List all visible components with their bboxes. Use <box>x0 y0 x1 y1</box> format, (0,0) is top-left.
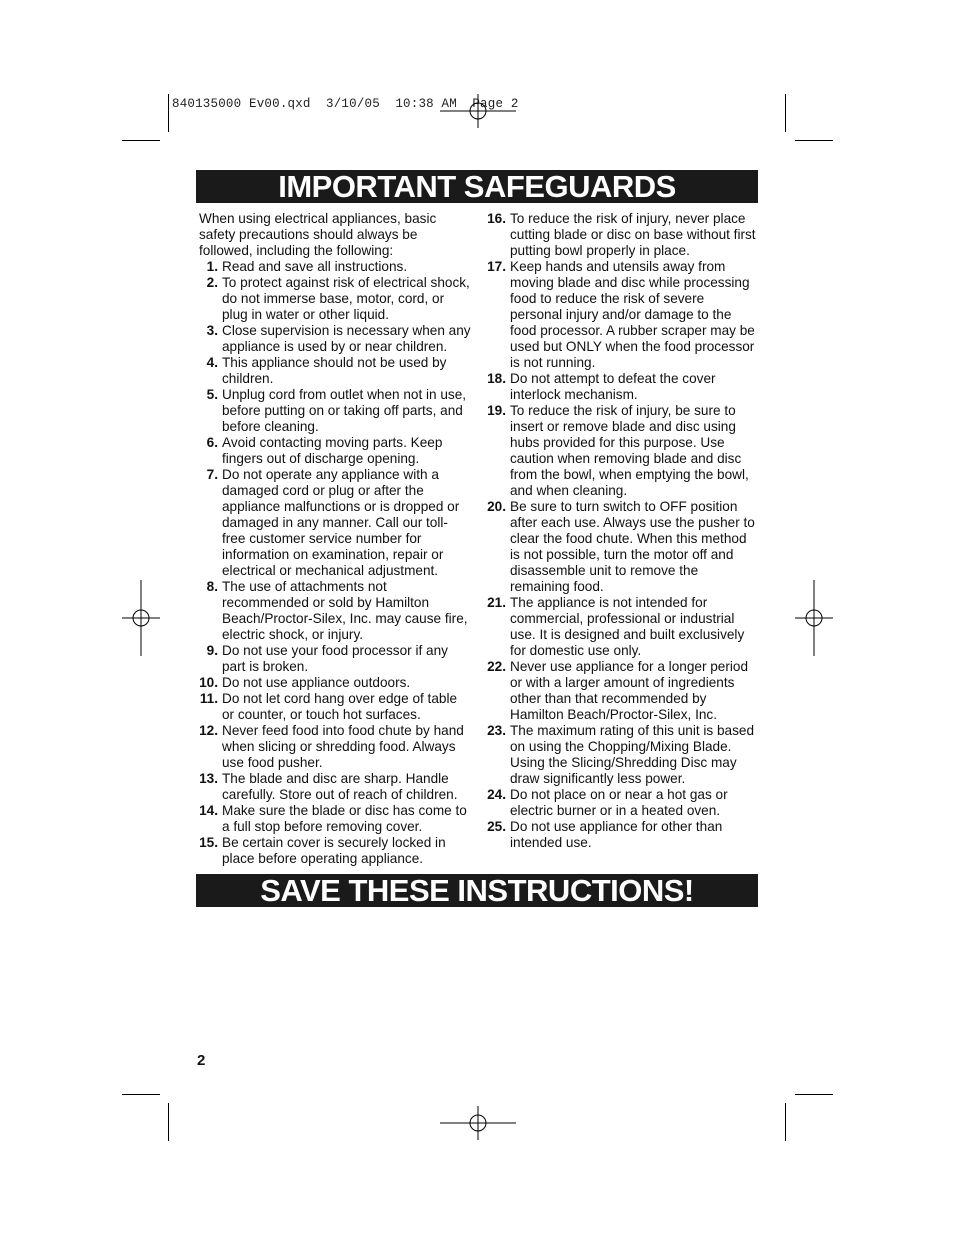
item-text: Do not place on or near a hot gas or electric burner or in a heated oven. <box>510 787 728 818</box>
list-item <box>199 355 471 387</box>
printer-slug: 840135000 Ev00.qxd 3/10/05 10:38 AM Page 2 <box>172 97 519 111</box>
item-number: 25. <box>487 819 506 834</box>
item-number: 18. <box>487 371 506 386</box>
item-number: 8. <box>206 579 218 594</box>
item-text: Do not attempt to defeat the cover interlock mechanism. <box>510 371 716 402</box>
item-text: Do not use appliance for other than intended use. <box>510 819 723 850</box>
safeguards-list <box>199 259 471 867</box>
item-text: The blade and disc are sharp. Handle carefully. Store out of reach of children. <box>222 771 458 802</box>
list-item <box>199 691 471 723</box>
list-item <box>199 259 471 275</box>
item-number: 9. <box>206 643 218 658</box>
item-number: 5. <box>206 387 218 402</box>
item-number: 11. <box>199 691 218 706</box>
list-item <box>199 323 471 355</box>
item-number: 17. <box>487 259 506 274</box>
item-text: Make sure the blade or disc has come to a full stop before removing cover. <box>222 803 467 834</box>
save-instructions-banner: SAVE THESE INSTRUCTIONS! <box>196 874 758 907</box>
list-item <box>199 835 471 867</box>
list-item <box>487 819 759 851</box>
list-item <box>199 723 471 771</box>
list-item <box>199 435 471 467</box>
item-text: Do not use your food processor if any part is broken. <box>222 643 448 674</box>
item-number: 24. <box>487 787 506 802</box>
item-text: To protect against risk of electrical shock, do not immerse base, motor, cord, or plug in water or other liquid. <box>222 275 470 322</box>
item-text: Never use appliance for a longer period or with a larger amount of ingredients other than that recommended by Hamilton Beach/Proctor-Silex, Inc. <box>510 659 749 722</box>
item-number: 16. <box>487 211 506 226</box>
crop-mark <box>785 94 786 132</box>
list-item <box>199 579 471 643</box>
item-number: 22. <box>487 659 506 674</box>
item-text: Never feed food into food chute by hand when slicing or shredding food. Always use food pusher. <box>222 723 464 770</box>
item-text: Read and save all instructions. <box>222 259 408 274</box>
list-item <box>487 499 759 595</box>
list-item <box>199 803 471 835</box>
list-item <box>487 787 759 819</box>
item-number: 3. <box>206 323 218 338</box>
list-item <box>487 259 759 371</box>
item-text: Avoid contacting moving parts. Keep fingers out of discharge opening. <box>222 435 443 466</box>
crop-mark <box>795 1094 833 1095</box>
list-item <box>199 387 471 435</box>
list-item <box>199 771 471 803</box>
list-item <box>487 211 759 259</box>
item-number: 10. <box>199 675 218 690</box>
list-item <box>199 275 471 323</box>
item-number: 7. <box>206 467 218 482</box>
crop-mark <box>785 1103 786 1141</box>
item-text: Be sure to turn switch to OFF position after each use. Always use the pusher to clear the food chute. When this method is not possible, turn the motor off and disassemble unit to remove the remaining food. <box>510 499 755 594</box>
item-text: Do not use appliance outdoors. <box>222 675 411 690</box>
item-text: To reduce the risk of injury, never place cutting blade or disc on base without first putting bowl properly in place. <box>510 211 756 258</box>
crop-mark <box>122 1094 160 1095</box>
safeguards-column-left <box>199 211 471 867</box>
item-text: This appliance should not be used by children. <box>222 355 447 386</box>
item-number: 23. <box>487 723 506 738</box>
item-number: 4. <box>206 355 218 370</box>
safeguards-column-right <box>487 211 759 851</box>
crop-mark <box>122 140 160 141</box>
item-text: To reduce the risk of injury, be sure to insert or remove blade and disc using hubs provided for this purpose. Use caution when removing blade and disc from the bowl, when emptying the bowl, and when cleaning. <box>510 403 749 498</box>
crop-mark <box>795 140 833 141</box>
item-text: The use of attachments not recommended or sold by Hamilton Beach/Proctor-Silex, Inc. may cause fire, electric shock, or injury. <box>222 579 468 642</box>
registration-mark-icon <box>795 580 833 656</box>
registration-mark-icon <box>440 1106 516 1140</box>
crop-mark <box>168 1103 169 1141</box>
item-text: Do not operate any appliance with a damaged cord or plug or after the appliance malfunctions or is dropped or damaged in any manner. Call our toll-free customer service number for information on examination, repair or electrical or mechanical adjustment. <box>222 467 460 578</box>
item-number: 21. <box>487 595 506 610</box>
page-number: 2 <box>197 1052 206 1069</box>
list-item <box>199 675 471 691</box>
item-text: Close supervision is necessary when any appliance is used by or near children. <box>222 323 471 354</box>
item-number: 2. <box>206 275 218 290</box>
item-number: 13. <box>199 771 218 786</box>
item-number: 14. <box>199 803 218 818</box>
item-text: The maximum rating of this unit is based on using the Chopping/Mixing Blade. Using the Slicing/Shredding Disc may draw significantly less power. <box>510 723 755 786</box>
list-item <box>199 467 471 579</box>
item-number: 20. <box>487 499 506 514</box>
item-text: The appliance is not intended for commercial, professional or industrial use. It is designed and built exclusively for domestic use only. <box>510 595 745 658</box>
item-text: Be certain cover is securely locked in place before operating appliance. <box>222 835 446 866</box>
item-number: 1. <box>206 259 218 274</box>
crop-mark <box>168 94 169 132</box>
item-number: 6. <box>206 435 218 450</box>
list-item <box>487 723 759 787</box>
list-item <box>487 403 759 499</box>
page-title: IMPORTANT SAFEGUARDS <box>196 170 758 203</box>
item-text: Do not let cord hang over edge of table or counter, or touch hot surfaces. <box>222 691 458 722</box>
item-number: 19. <box>487 403 506 418</box>
registration-mark-icon <box>122 580 160 656</box>
intro-text: When using electrical appliances, basic safety precautions should always be followed, including the following: <box>199 211 437 258</box>
list-item <box>487 595 759 659</box>
item-number: 12. <box>199 723 218 738</box>
item-text: Keep hands and utensils away from moving blade and disc while processing food to reduce the risk of severe personal injury and/or damage to the food processor. A rubber scraper may be used but ONLY when the food processor is not running. <box>510 259 755 370</box>
safeguards-list <box>487 211 759 851</box>
registration-mark-icon <box>440 94 516 128</box>
list-item <box>199 643 471 675</box>
item-text: Unplug cord from outlet when not in use, before putting on or taking off parts, and before cleaning. <box>222 387 467 434</box>
list-item <box>487 659 759 723</box>
list-item <box>487 371 759 403</box>
item-number: 15. <box>199 835 218 850</box>
